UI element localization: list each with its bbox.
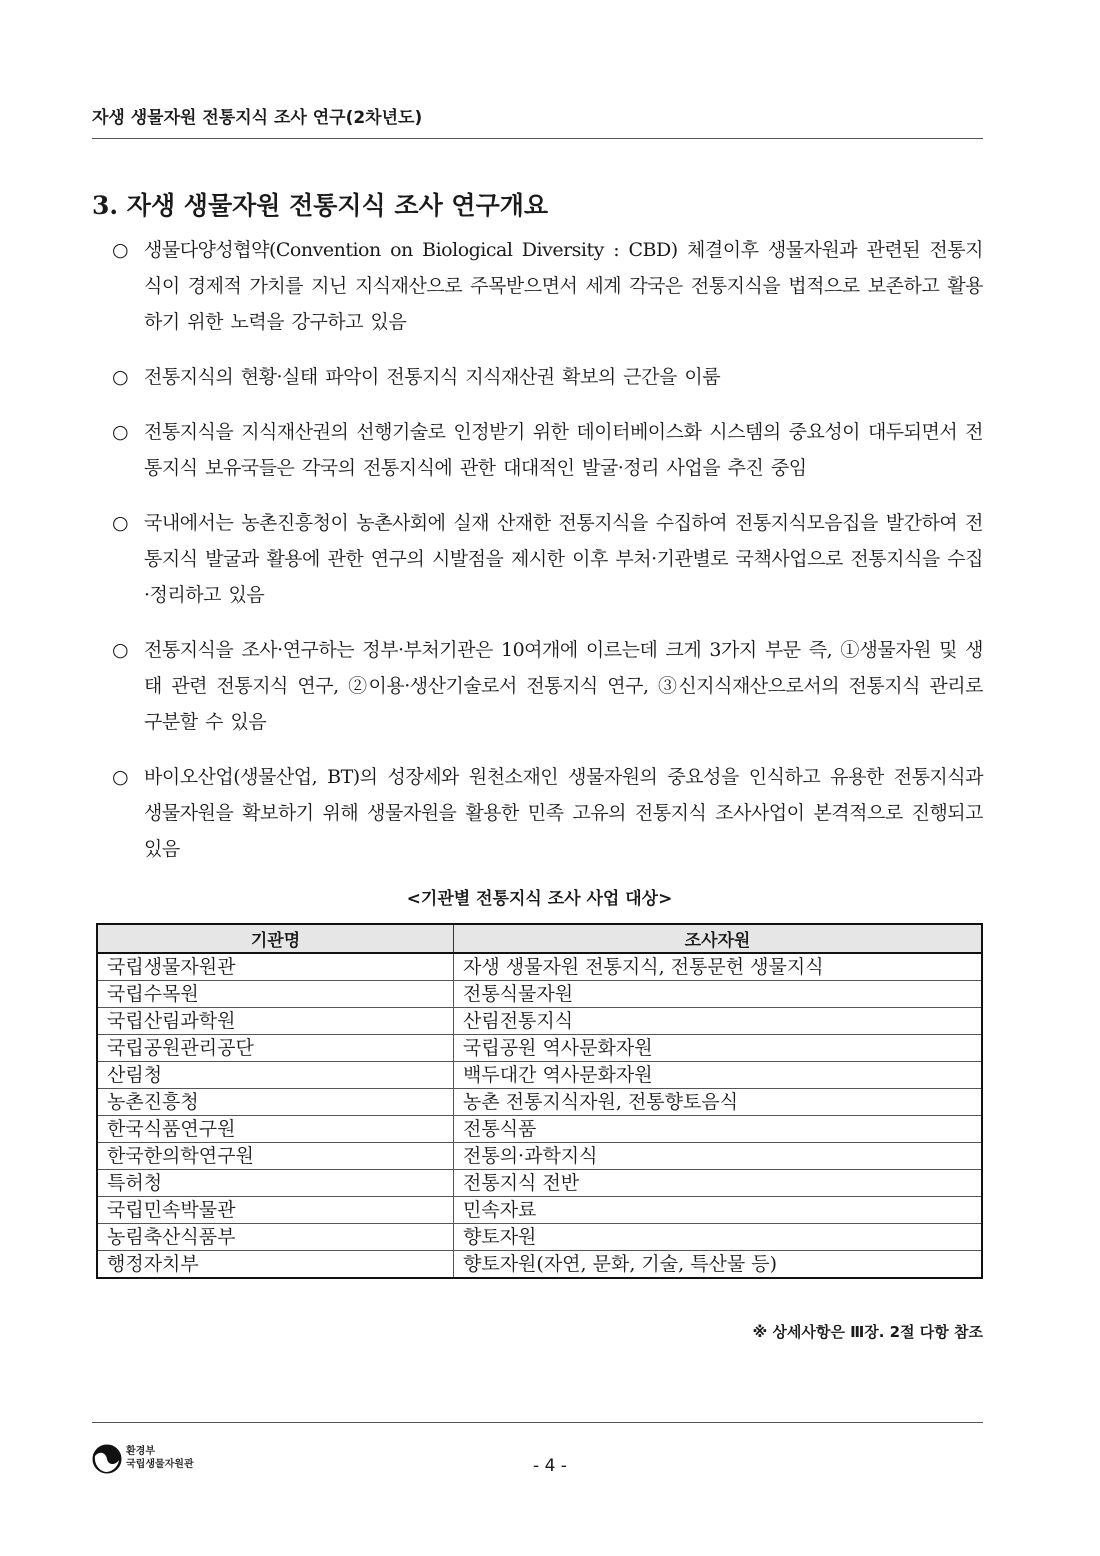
bullet-text: 국내에서는 농촌진흥청이 농촌사회에 실재 산재한 전통지식을 수집하여 전통지식모음집을 발간하여 전통지식 발굴과 활용에 관한 연구의 시발점을 제시한 이후 부처·기관별로 국책사업으로 전통지식을 수집·정리하고 있음 xyxy=(144,512,983,606)
resource-cell: 전통식품 xyxy=(454,1116,983,1143)
resource-cell: 전통식물자원 xyxy=(454,981,983,1008)
agency-cell: 국립수목원 xyxy=(97,981,454,1008)
resource-cell: 농촌 전통지식자원, 전통향토음식 xyxy=(454,1089,983,1116)
table-row xyxy=(97,953,982,981)
table-row xyxy=(97,1170,982,1197)
agency-cell: 행정자치부 xyxy=(97,1251,454,1279)
agency-cell: 국립공원관리공단 xyxy=(97,1035,454,1062)
bullet-item xyxy=(112,232,983,340)
agency-cell: 국립산림과학원 xyxy=(97,1008,454,1035)
resource-cell: 전통지식 전반 xyxy=(454,1170,983,1197)
bullet-list xyxy=(112,232,983,886)
circle-bullet-icon: ○ xyxy=(112,766,129,788)
table-row xyxy=(97,981,982,1008)
table-row xyxy=(97,1224,982,1251)
table-row xyxy=(97,1251,982,1279)
table-header-row xyxy=(97,924,982,953)
bullet-item xyxy=(112,359,983,395)
circle-bullet-icon: ○ xyxy=(112,366,129,388)
agency-cell: 특허청 xyxy=(97,1170,454,1197)
circle-bullet-icon: ○ xyxy=(112,239,129,261)
table-footnote: ※ 상세사항은 Ⅲ장. 2절 다항 참조 xyxy=(752,1323,983,1341)
resource-cell: 향토자원(자연, 문화, 기술, 특산물 등) xyxy=(454,1251,983,1279)
bullet-text: 전통지식의 현황·실태 파악이 전통지식 지식재산권 확보의 근간을 이룸 xyxy=(144,366,721,388)
resource-cell: 향토자원 xyxy=(454,1224,983,1251)
table-row xyxy=(97,1143,982,1170)
bullet-text: 생물다양성협약(Convention on Biological Diversity : CBD) 체결이후 생물자원과 관련된 전통지식이 경제적 가치를 지닌 지식재산으로 주목받으면서 세계 각국은 전통지식을 법적으로 보존하고 활용하기 위한 노력을 강구하고 있음 xyxy=(144,239,983,333)
column-header-agency: 기관명 xyxy=(97,924,454,953)
footer-org-institute: 국립생물자원관 xyxy=(126,1459,194,1470)
agency-survey-table xyxy=(96,923,983,1279)
section-heading: 3. 자생 생물자원 전통지식 조사 연구개요 xyxy=(92,191,549,220)
page-number: - 4 - xyxy=(533,1456,567,1476)
agency-cell: 한국식품연구원 xyxy=(97,1116,454,1143)
resource-cell: 전통의·과학지식 xyxy=(454,1143,983,1170)
table-row xyxy=(97,1197,982,1224)
agency-cell: 한국한의학연구원 xyxy=(97,1143,454,1170)
resource-cell: 백두대간 역사문화자원 xyxy=(454,1062,983,1089)
agency-cell: 농림축산식품부 xyxy=(97,1224,454,1251)
bullet-text: 전통지식을 지식재산권의 선행기술로 인정받기 위한 데이터베이스화 시스템의 중요성이 대두되면서 전통지식 보유국들은 각국의 전통지식에 관한 대대적인 발굴·정리 사업을 추진 중임 xyxy=(144,421,983,479)
agency-cell: 산림청 xyxy=(97,1062,454,1089)
bullet-item xyxy=(112,414,983,486)
circle-bullet-icon: ○ xyxy=(112,512,129,534)
resource-cell: 민속자료 xyxy=(454,1197,983,1224)
table-row xyxy=(97,1062,982,1089)
table-row xyxy=(97,1035,982,1062)
running-header-title: 자생 생물자원 전통지식 조사 연구(2차년도) xyxy=(92,108,423,128)
bullet-text: 전통지식을 조사·연구하는 정부·부처기관은 10여개에 이르는데 크게 3가지 부문 즉, ①생물자원 및 생태 관련 전통지식 연구, ②이용·생산기술로서 전통지식 연구, ③신지식재산으로서의 전통지식 관리로 구분할 수 있음 xyxy=(144,639,983,733)
footer-divider xyxy=(92,1422,983,1423)
footer-org-ministry: 환경부 xyxy=(126,1446,155,1457)
table-row xyxy=(97,1116,982,1143)
circle-bullet-icon: ○ xyxy=(112,639,129,661)
agency-cell: 국립생물자원관 xyxy=(97,953,454,981)
column-header-resource: 조사자원 xyxy=(454,924,983,953)
circle-bullet-icon: ○ xyxy=(112,421,129,443)
header-divider xyxy=(92,138,983,139)
resource-cell: 자생 생물자원 전통지식, 전통문헌 생물지식 xyxy=(454,953,983,981)
bullet-item xyxy=(112,505,983,613)
agency-cell: 농촌진흥청 xyxy=(97,1089,454,1116)
table-row xyxy=(97,1089,982,1116)
table-caption: <기관별 전통지식 조사 사업 대상> xyxy=(406,889,673,909)
bullet-item xyxy=(112,759,983,867)
table-row xyxy=(97,1008,982,1035)
resource-cell: 산림전통지식 xyxy=(454,1008,983,1035)
bullet-item xyxy=(112,632,983,740)
bullet-text: 바이오산업(생물산업, BT)의 성장세와 원천소재인 생물자원의 중요성을 인식하고 유용한 전통지식과 생물자원을 확보하기 위해 생물자원을 활용한 민족 고유의 전통지식 조사사업이 본격적으로 진행되고 있음 xyxy=(144,766,983,860)
agency-cell: 국립민속박물관 xyxy=(97,1197,454,1224)
resource-cell: 국립공원 역사문화자원 xyxy=(454,1035,983,1062)
